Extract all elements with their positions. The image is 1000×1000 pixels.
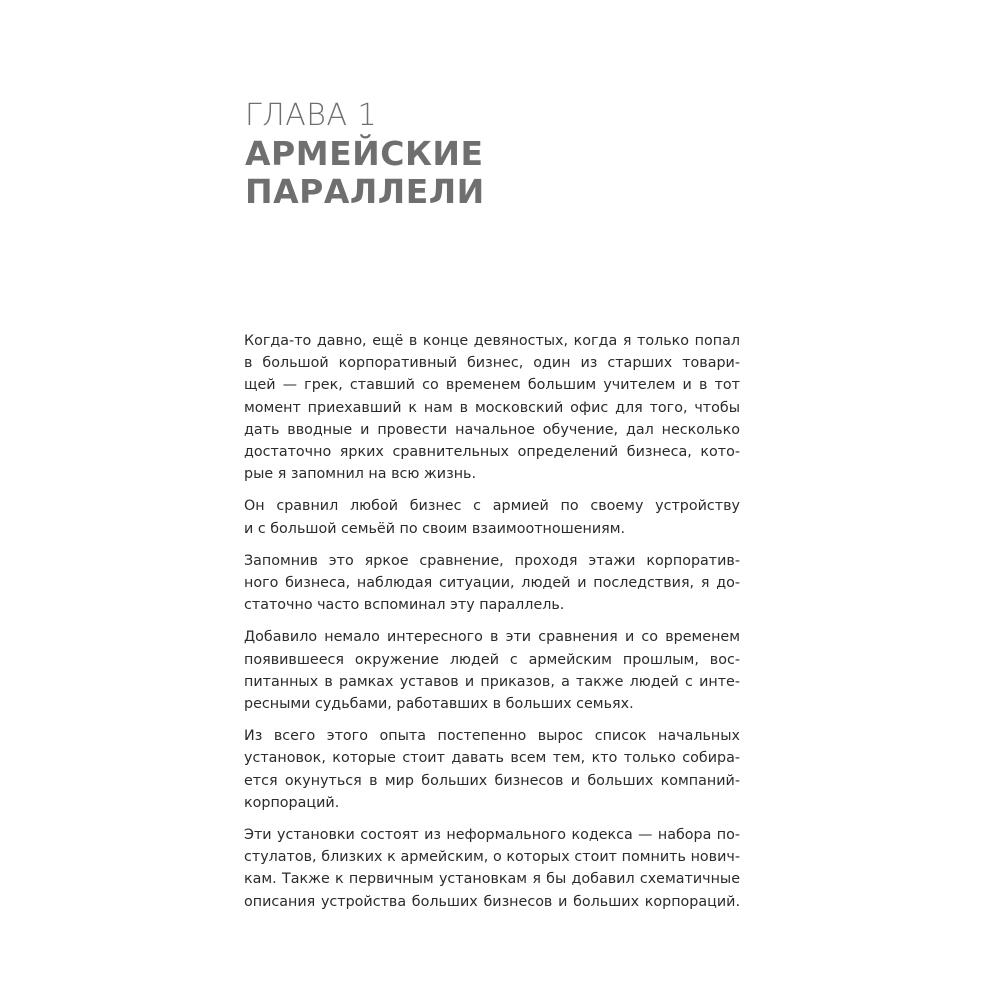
chapter-title (245, 135, 485, 211)
body-text (244, 330, 740, 923)
text-line: питанных в рамках уставов и приказов, а также людей с инте- (244, 673, 740, 690)
text-line: Эти установки состоят из неформального кодекса — набора по- (244, 827, 740, 844)
text-line: появившееся окружение людей с армейским прошлым, вос- (244, 651, 740, 668)
text-line: Он сравнил любой бизнес с армией по своему устройству (244, 498, 740, 515)
chapter-heading (245, 97, 485, 211)
text-line: момент приехавший к нам в московский офис для того, чтобы (244, 399, 740, 416)
text-line: ется окунуться в мир больших бизнесов и больших компаний- (244, 772, 740, 789)
text-line: и с большой семьёй по своим взаимоотношениям. (244, 520, 626, 537)
text-line: дать вводные и провести начальное обучение, дал несколько (244, 421, 740, 438)
text-line: Из всего этого опыта постепенно вырос список начальных (244, 728, 740, 745)
paragraph (244, 550, 740, 617)
paragraph (244, 626, 740, 715)
text-line: кам. Также к первичным установкам я бы добавил схематичные (244, 871, 740, 888)
paragraph (244, 725, 740, 814)
text-line: ного бизнеса, наблюдая ситуации, людей и последствия, я до- (244, 575, 740, 592)
text-line: описания устройства больших бизнесов и больших корпораций. (244, 893, 740, 910)
paragraph (244, 824, 740, 913)
chapter-number: ГЛАВА 1 (245, 98, 378, 133)
text-line: стулатов, близких к армейским, о которых стоит помнить нович- (244, 849, 740, 866)
text-line: корпораций. (244, 794, 340, 811)
text-line: Когда-то давно, ещё в конце девяностых, когда я только попал (244, 333, 740, 349)
text-line: рые я запомнил на всю жизнь. (244, 466, 477, 483)
text-line: Добавило немало интересного в эти сравнения и со временем (244, 629, 740, 646)
text-line: в большой корпоративный бизнес, один из старших товари- (244, 355, 740, 372)
text-line: статочно часто вспоминал эту параллель. (244, 597, 565, 614)
chapter-title-line: ПАРАЛЛЕЛИ (245, 172, 485, 211)
chapter-title-line: АРМЕЙСКИЕ (245, 134, 484, 173)
paragraph (244, 330, 740, 485)
text-line: установок, которые стоит давать всем тем, кто только собира- (244, 750, 740, 767)
text-line: щей — грек, ставший со временем большим учителем и в тот (244, 377, 740, 394)
paragraph (244, 495, 740, 539)
text-line: ресными судьбами, работавших в больших семьях. (244, 696, 634, 713)
text-line: достаточно ярких сравнительных определений бизнеса, кото- (244, 444, 740, 461)
text-line: Запомнив это яркое сравнение, проходя этажи корпоратив- (244, 552, 740, 569)
